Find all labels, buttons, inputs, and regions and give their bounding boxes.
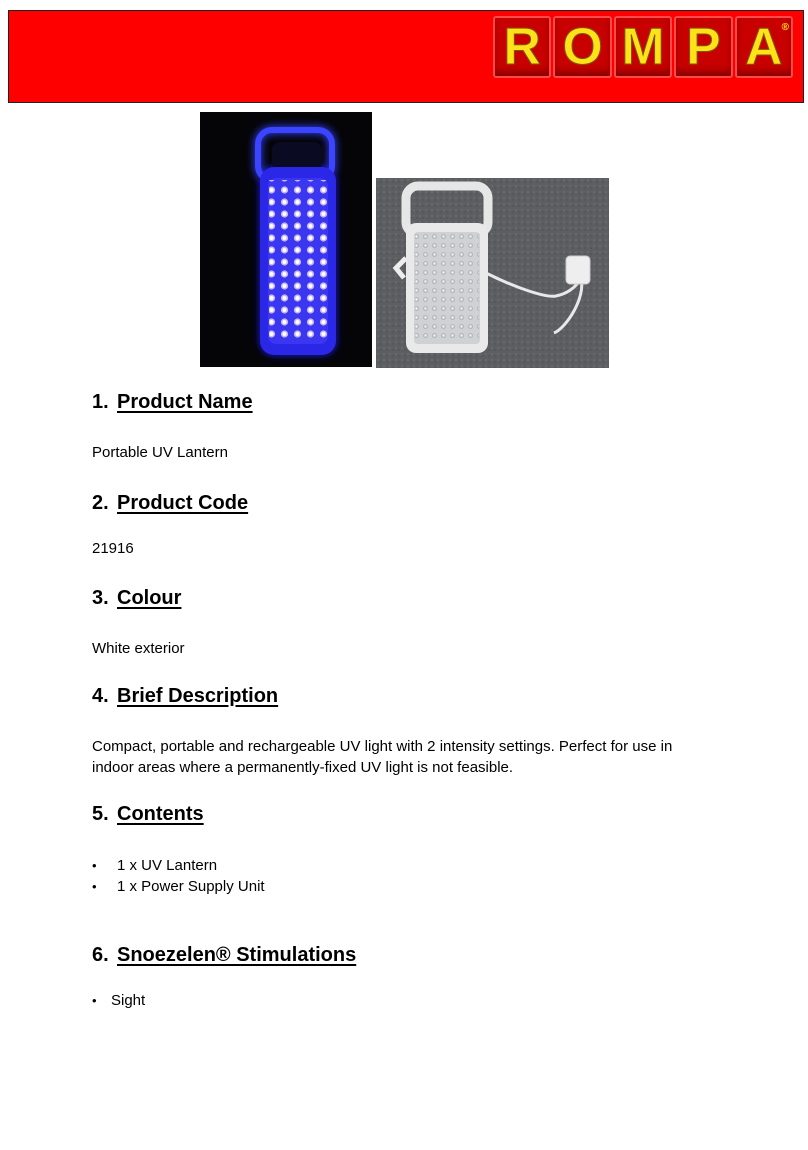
section-heading-snoezelen-stimulations: 6. Snoezelen® Stimulations	[92, 943, 357, 966]
bullet-icon: •	[92, 879, 97, 894]
list-item: • Sight	[92, 992, 146, 1009]
logo-tile: A	[735, 16, 793, 78]
logo-tile: O	[553, 16, 611, 78]
registered-mark: ®	[781, 22, 789, 33]
section-heading-product-code: 2. Product Code	[92, 491, 249, 514]
bullet-icon: •	[92, 993, 97, 1008]
section-heading-contents: 5. Contents	[92, 802, 204, 825]
product-code-value: 21916	[92, 540, 134, 557]
contents-list	[92, 855, 265, 897]
list-item: • 1 x UV Lantern	[92, 857, 218, 874]
section-heading-product-name: 1. Product Name	[92, 390, 253, 413]
logo-tile: P	[674, 16, 732, 78]
colour-value: White exterior	[92, 640, 185, 657]
logo-tile: R	[493, 16, 551, 78]
bullet-icon: •	[92, 858, 97, 873]
uv-lantern-photo	[200, 112, 372, 367]
stimulations-list	[92, 990, 145, 1011]
logo-tile: M	[614, 16, 672, 78]
white-lantern-photo	[376, 178, 609, 368]
product-name-value: Portable UV Lantern	[92, 444, 228, 461]
list-item: • 1 x Power Supply Unit	[92, 878, 265, 895]
brief-description-text: Compact, portable and rechargeable UV light with 2 intensity settings. Perfect for use in indoor areas where a permanently-fixed UV light is not feasible.	[92, 738, 673, 776]
section-heading-brief-description: 4. Brief Description	[92, 684, 279, 707]
section-heading-colour: 3. Colour	[92, 586, 182, 609]
rompa-logo	[493, 16, 793, 78]
